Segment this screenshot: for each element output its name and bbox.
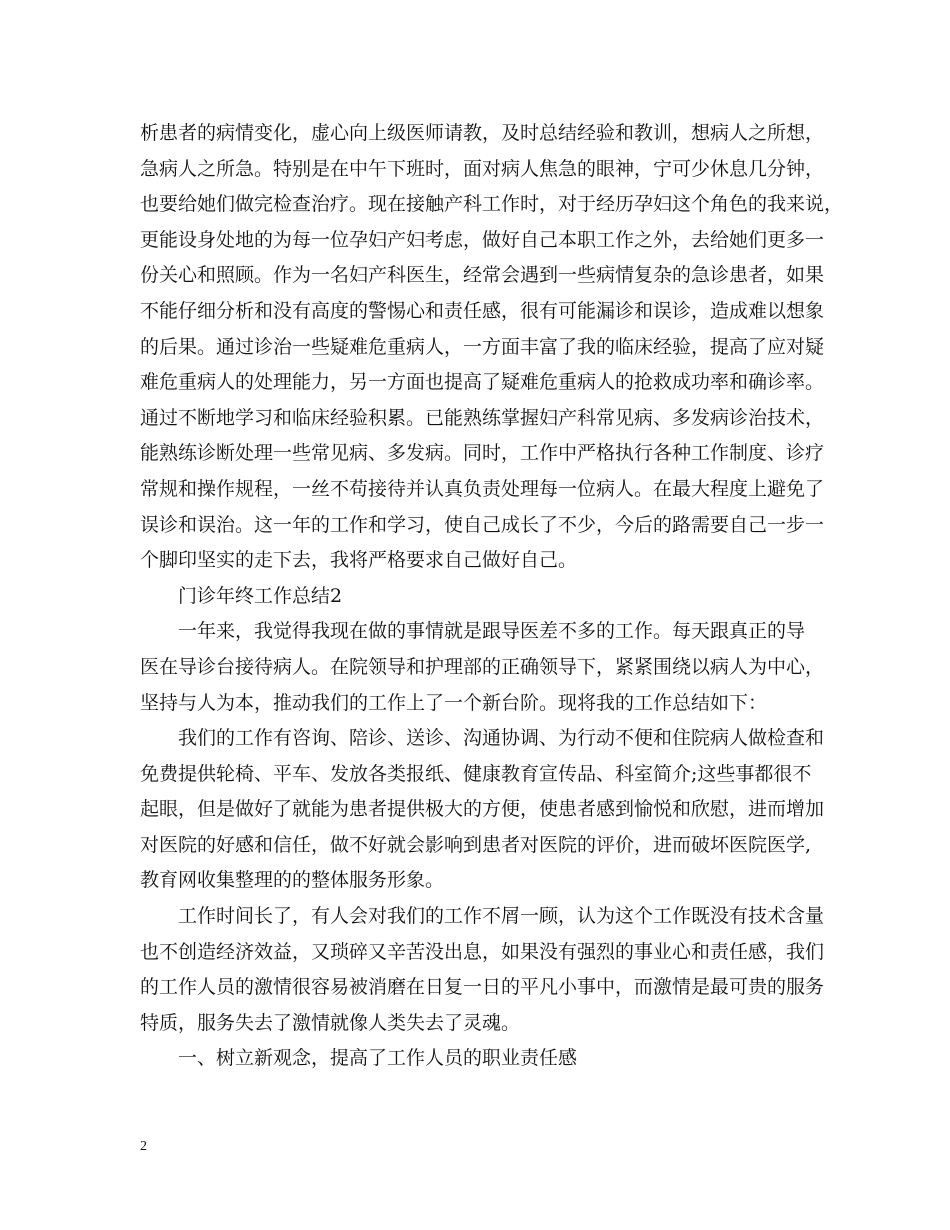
body-text-line: 特质，服务失去了激情就像人类失去了灵魂。 [140,1011,521,1034]
body-text-line: 的后果。通过诊治一些疑难危重病人，一方面丰富了我的临床经验，提高了应对疑 [140,335,825,358]
body-text-line: 更能设身处地的为每一位孕妇产妇考虑，做好自己本职工作之外，去给她们更多一 [140,228,825,251]
paragraph-first-line: 工作时间长了，有人会对我们的工作不屑一顾，认为这个工作既没有技术含量 [178,905,825,928]
body-text-line: 免费提供轮椅、平车、发放各类报纸、健康教育宣传品、科室简介;这些事都很不 [140,762,812,785]
body-text-line: 对医院的好感和信任，做不好就会影响到患者对医院的评价，进而破坏医院医学, [140,833,812,856]
paragraph-first-line: 我们的工作有咨询、陪诊、送诊、沟通协调、为行动不便和住院病人做检查和 [178,727,825,750]
page-number: 2 [140,1139,147,1154]
body-text-line: 起眼，但是做好了就能为患者提供极大的方便，使患者感到愉悦和欣慰，进而增加 [140,798,825,821]
body-text-line: 不能仔细分析和没有高度的警惕心和责任感，很有可能漏诊和误诊，造成难以想象 [140,299,825,322]
paragraph-first-line: 一年来，我觉得我现在做的事情就是跟导医差不多的工作。每天跟真正的导 [178,620,806,643]
body-text-line: 常规和操作规程，一丝不苟接待并认真负责处理每一位病人。在最大程度上避免了 [140,477,825,500]
body-text-line: 误诊和误治。这一年的工作和学习，使自己成长了不少，今后的路需要自己一步一 [140,513,825,536]
subsection-heading: 一、树立新观念，提高了工作人员的职业责任感 [178,1047,578,1070]
body-text-line: 也不创造经济效益，又琐碎又辛苦没出息，如果没有强烈的事业心和责任感，我们 [140,940,825,963]
body-text-line: 能熟练诊断处理一些常见病、多发病。同时，工作中严格执行各种工作制度、诊疗 [140,442,825,465]
body-text-line: 坚持与人为本，推动我们的工作上了一个新台阶。现将我的工作总结如下： [140,691,768,714]
body-text-line: 教育网收集整理的的整体服务形象。 [140,869,445,892]
body-text-line: 的工作人员的激情很容易被消磨在日复一日的平凡小事中，而激情是最可贵的服务 [140,976,825,999]
body-text-line: 也要给她们做完检查治疗。现在接触产科工作时，对于经历孕妇这个角色的我来说， [140,193,844,216]
body-text-line: 医在导诊台接待病人。在院领导和护理部的正确领导下，紧紧围绕以病人为中心， [140,655,825,678]
body-text-line: 难危重病人的处理能力，另一方面也提高了疑难危重病人的抢救成功率和确诊率。 [140,371,825,394]
body-text-line: 通过不断地学习和临床经验积累。已能熟练掌握妇产科常见病、多发病诊治技术， [140,406,825,429]
body-text-line: 急病人之所急。特别是在中午下班时，面对病人焦急的眼神，宁可少休息几分钟， [140,157,825,180]
body-text-line: 析患者的病情变化，虚心向上级医师请教，及时总结经验和教训，想病人之所想， [140,122,825,144]
document-body [140,116,844,1077]
body-text-line: 个脚印坚实的走下去，我将严格要求自己做好自己。 [140,549,578,572]
section-heading: 门诊年终工作总结2 [178,584,343,607]
body-text-line: 份关心和照顾。作为一名妇产科医生，经常会遇到一些病情复杂的急诊患者，如果 [140,264,825,287]
